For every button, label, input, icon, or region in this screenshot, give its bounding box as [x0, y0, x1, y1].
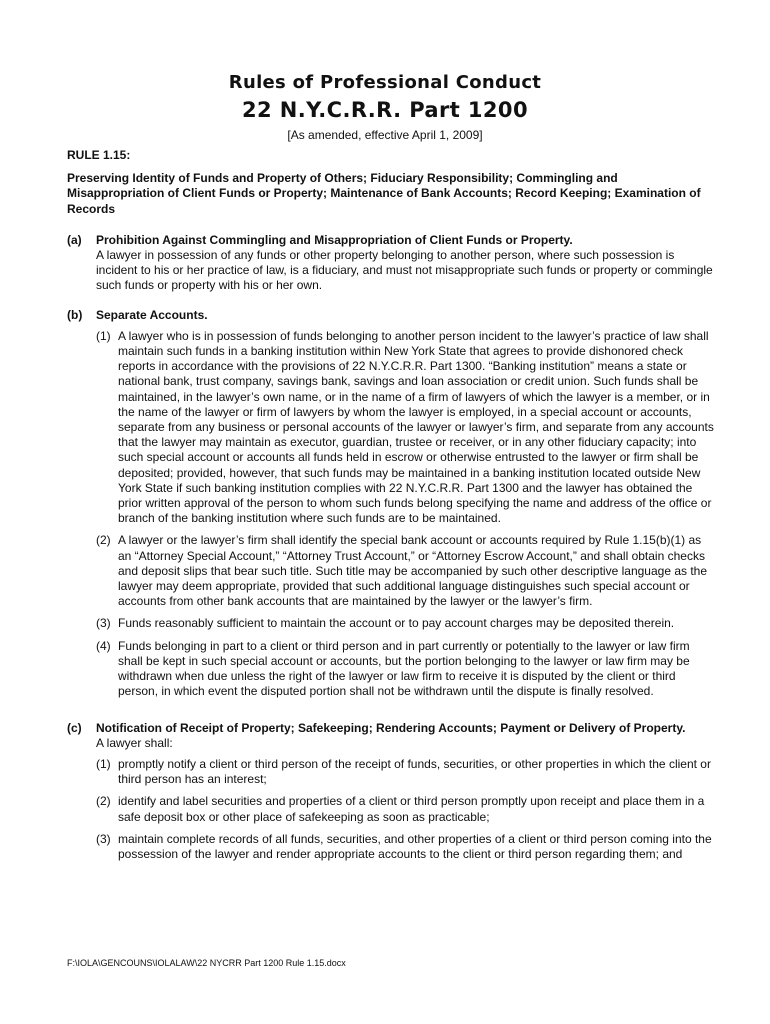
- item-text: maintain complete records of all funds, securities, and other properties of a client or third person coming into the possession of the lawyer and render appropriate accounts to the client or third person regarding them; and: [118, 831, 712, 861]
- item-number: (4): [96, 638, 111, 653]
- item-text: A lawyer who is in possession of funds belonging to another person incident to the lawyer’s practice of law shall maintain such funds in a banking institution within New York State that agrees to provide dishonored check reports in accordance with the provisions of 22 N.Y.C.R.R. Part 1300. “Banking institution” means a state or national bank, trust company, savings bank, savings and loan association or credit union. Such funds shall be maintained, in the lawyer’s own name, or in the name of a firm of lawyers of which the lawyer is a member, or in the name of the lawyer or firm of lawyers by whom the lawyer is employed, in a special account or accounts, separate from any business or personal accounts of the lawyer or lawyer’s firm, and separate from any accounts that the lawyer may maintain as executor, guardian, trustee or receiver, or in any other fiduciary capacity; into such special account or accounts all funds held in escrow or otherwise entrusted to the lawyer or firm shall be deposited; provided, however, that such funds may be maintained in a banking institution located outside New York State if such banking institution complies with 22 N.Y.C.R.R. Part 1300 and the lawyer has obtained the prior written approval of the person to whom such funds belong specifying the name and address of the office or branch of the banking institution where such funds are to be maintained.: [118, 328, 714, 526]
- item-number: (3): [96, 616, 111, 631]
- item-number: (1): [96, 756, 111, 771]
- list-item: [96, 832, 717, 862]
- item-text: Funds belonging in part to a client or third person and in part currently or potentially to the lawyer or law firm shall be kept in such special account or accounts, but the portion belonging to the lawyer or law firm may be withdrawn when due unless the right of the lawyer or law firm to receive it is disputed by the client or third person, in which event the disputed portion shall not be withdrawn until the dispute is finally resolved.: [118, 638, 690, 699]
- section-title: Notification of Receipt of Property; Safekeeping; Rendering Accounts; Payment or Delivery of Property.: [96, 720, 686, 735]
- item-number: (2): [96, 794, 111, 809]
- section-intro: A lawyer shall:: [96, 735, 173, 750]
- section-content: [96, 233, 717, 294]
- item-text: Funds reasonably sufficient to maintain the account or to pay account charges may be deposited therein.: [118, 616, 675, 631]
- list-item: [96, 616, 717, 631]
- section-letter: (a): [67, 232, 82, 247]
- item-number: (2): [96, 533, 111, 548]
- section-c: [67, 721, 717, 870]
- section-letter: (b): [67, 307, 83, 322]
- section-title: Prohibition Against Commingling and Misappropriation of Client Funds or Property.: [96, 232, 573, 247]
- section-text: A lawyer in possession of any funds or other property belonging to another person, where such possession is incident to his or her practice of law, is a fiduciary, and must not misappropriate such funds or property or commingle such funds or property with his or her own.: [96, 248, 713, 293]
- item-text: A lawyer or the lawyer’s firm shall identify the special bank account or accounts required by Rule 1.15(b)(1) as an “Attorney Special Account,” “Attorney Trust Account,” or “Attorney Escrow Account,” and shall obtain checks and deposit slips that bear such title. Such title may be accompanied by such other descriptive language as the lawyer may deem appropriate, provided that such additional language distinguishes such special account or accounts from other bank accounts that are maintained by the lawyer or the lawyer’s firm.: [118, 533, 708, 609]
- section-title: Separate Accounts.: [96, 307, 208, 322]
- list-item: [96, 329, 717, 527]
- section-a: [67, 233, 717, 294]
- item-list: [96, 757, 717, 862]
- item-number: (1): [96, 328, 111, 343]
- section-letter: (c): [67, 720, 82, 735]
- item-text: promptly notify a client or third person of the receipt of funds, securities, or other properties in which the client or third person has an interest;: [118, 756, 711, 787]
- section-content: [96, 308, 717, 707]
- section-b: [67, 308, 717, 707]
- document-body: [67, 148, 717, 883]
- amendment-note: [As amended, effective April 1, 2009]: [287, 128, 483, 142]
- list-item: [96, 794, 717, 824]
- item-number: (3): [96, 831, 111, 846]
- document-citation: 22 N.Y.C.R.R. Part 1200: [242, 98, 528, 122]
- list-item: [96, 757, 717, 787]
- list-item: [96, 639, 717, 700]
- file-path-footer: F:\IOLA\GENCOUNS\IOLALAW\22 NYCRR Part 1200 Rule 1.15.docx: [67, 958, 346, 968]
- rule-heading: Preserving Identity of Funds and Property of Others; Fiduciary Responsibility; Commingling and Misappropriation of Client Funds or Property; Maintenance of Bank Accounts; Record Keeping; Examination of Records: [67, 171, 701, 216]
- list-item: [96, 533, 717, 609]
- document-title: Rules of Professional Conduct: [228, 72, 542, 93]
- item-list: [96, 329, 717, 700]
- rule-number: RULE 1.15:: [67, 148, 131, 162]
- item-text: identify and label securities and properties of a client or third person promptly upon receipt and place them in a safe deposit box or other place of safekeeping as soon as practicable;: [118, 794, 705, 824]
- section-content: [96, 721, 717, 870]
